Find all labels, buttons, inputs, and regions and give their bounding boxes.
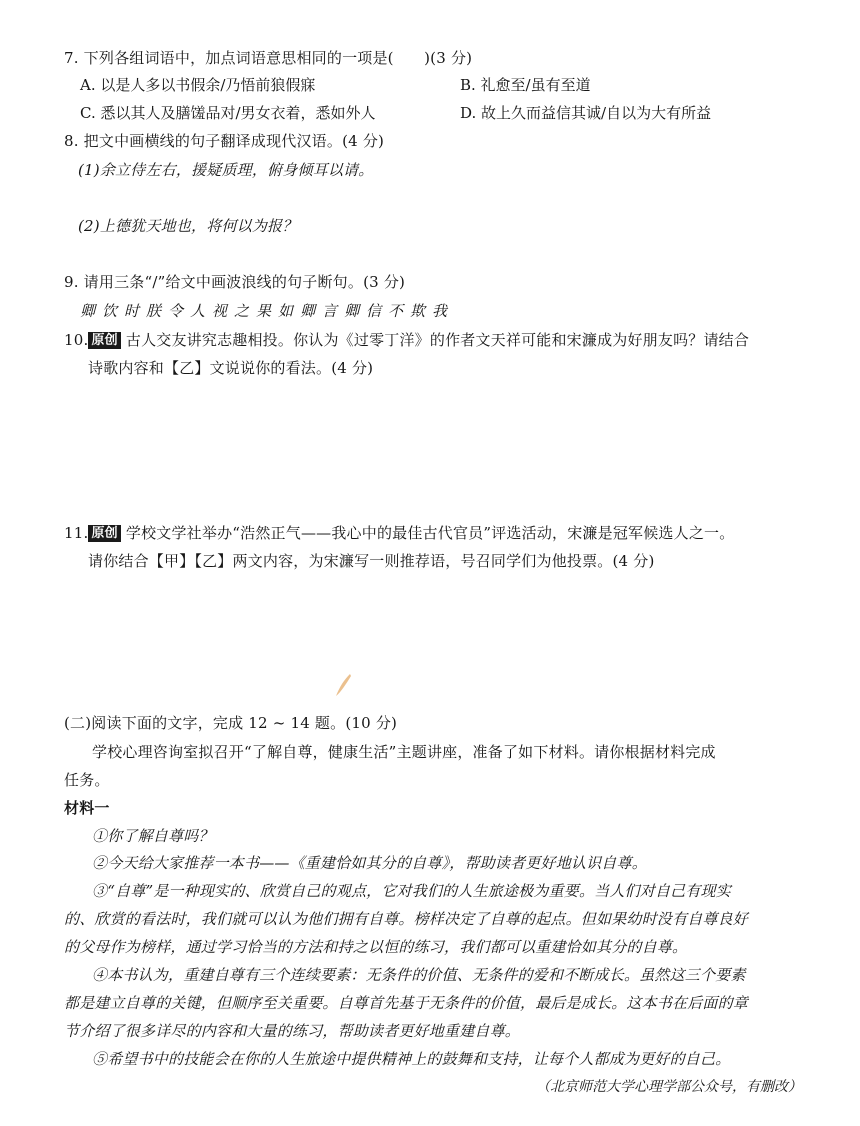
q7-option-a: A. 以是人多以书假余/乃悟前狼假寐 <box>80 76 316 94</box>
q11-line-1 <box>64 523 734 543</box>
material-paragraph-4-line-1: ④本书认为，重建自尊有三个连续要素：无条件的价值、无条件的爱和不断成长。虽然这三个要素 <box>92 966 746 984</box>
q10-number: 10. <box>64 331 89 349</box>
q7-option-d: D. 故上久而益信其诚/自以为大有所益 <box>460 104 712 122</box>
q7-stem: 7. 下列各组词语中，加点词语意思相同的一项是( )(3 分) <box>64 49 473 67</box>
section-2-heading: (二)阅读下面的文字，完成 12 ~ 14 题。(10 分) <box>64 714 398 732</box>
q11-number: 11. <box>64 524 89 542</box>
q8-stem: 8. 把文中画横线的句子翻译成现代汉语。(4 分) <box>64 132 385 150</box>
q11-line-2: 请你结合【甲】【乙】两文内容，为宋濂写一则推荐语，号召同学们为他投票。(4 分) <box>88 552 655 570</box>
section-2-intro-2: 任务。 <box>64 771 110 789</box>
material-paragraph-2: ②今天给大家推荐一本书——《重建恰如其分的自尊》，帮助读者更好地认识自尊。 <box>92 854 647 872</box>
q7-option-c: C. 悉以其人及膳馐品对/男女衣着，悉如外人 <box>80 104 376 122</box>
q9-stem: 9. 请用三条“/”给文中画波浪线的句子断句。(3 分) <box>64 273 406 291</box>
q10-text-1: 古人交友讲究志趣相投。你认为《过零丁洋》的作者文天祥可能和宋濂成为好朋友吗？请结合 <box>125 331 750 349</box>
material-paragraph-3-line-1: ③“自尊”是一种现实的、欣赏自己的观点，它对我们的人生旅途极为重要。当人们对自己有现实 <box>92 882 731 900</box>
q7-option-b: B. 礼愈至/虽有至道 <box>460 76 591 94</box>
material-label: 材料一 <box>64 799 110 817</box>
material-paragraph-3-line-3: 的父母作为榜样，通过学习恰当的方法和持之以恒的练习，我们都可以重建恰如其分的自尊。 <box>64 938 688 956</box>
smudge-mark <box>332 672 354 700</box>
q9-sentence: 卿饮时朕令人视之果如卿言卿信不欺我 <box>80 302 455 320</box>
material-paragraph-3-line-2: 的、欣赏的看法时，我们就可以认为他们拥有自尊。榜样决定了自尊的起点。但如果幼时没有自尊良好 <box>64 910 749 928</box>
material-paragraph-4-line-3: 节介绍了很多详尽的内容和大量的练习，帮助读者更好地重建自尊。 <box>64 1022 521 1040</box>
section-2-intro-1: 学校心理咨询室拟召开“了解自尊，健康生活”主题讲座，准备了如下材料。请你根据材料完成 <box>92 743 716 761</box>
original-badge: 原创 <box>88 525 120 542</box>
q8-sentence-1: (1)余立侍左右，援疑质理，俯身倾耳以请。 <box>78 161 374 179</box>
material-paragraph-5: ⑤希望书中的技能会在你的人生旅途中提供精神上的鼓舞和支持，让每个人都成为更好的自己。 <box>92 1050 731 1068</box>
material-paragraph-1: ①你了解自尊吗？ <box>92 827 214 845</box>
q8-sentence-2: (2)上德犹天地也，将何以为报？ <box>78 217 298 235</box>
material-source: （北京师范大学心理学部公众号，有删改） <box>536 1079 802 1095</box>
original-badge: 原创 <box>88 332 120 349</box>
q10-line-2: 诗歌内容和【乙】文说说你的看法。(4 分) <box>88 359 374 377</box>
material-paragraph-4-line-2: 都是建立自尊的关键，但顺序至关重要。自尊首先基于无条件的价值，最后是成长。这本书在后面的章 <box>64 994 749 1012</box>
q11-text-1: 学校文学社举办“浩然正气——我心中的最佳古代官员”评选活动，宋濂是冠军候选人之一。 <box>125 524 735 542</box>
q10-line-1 <box>64 330 749 350</box>
